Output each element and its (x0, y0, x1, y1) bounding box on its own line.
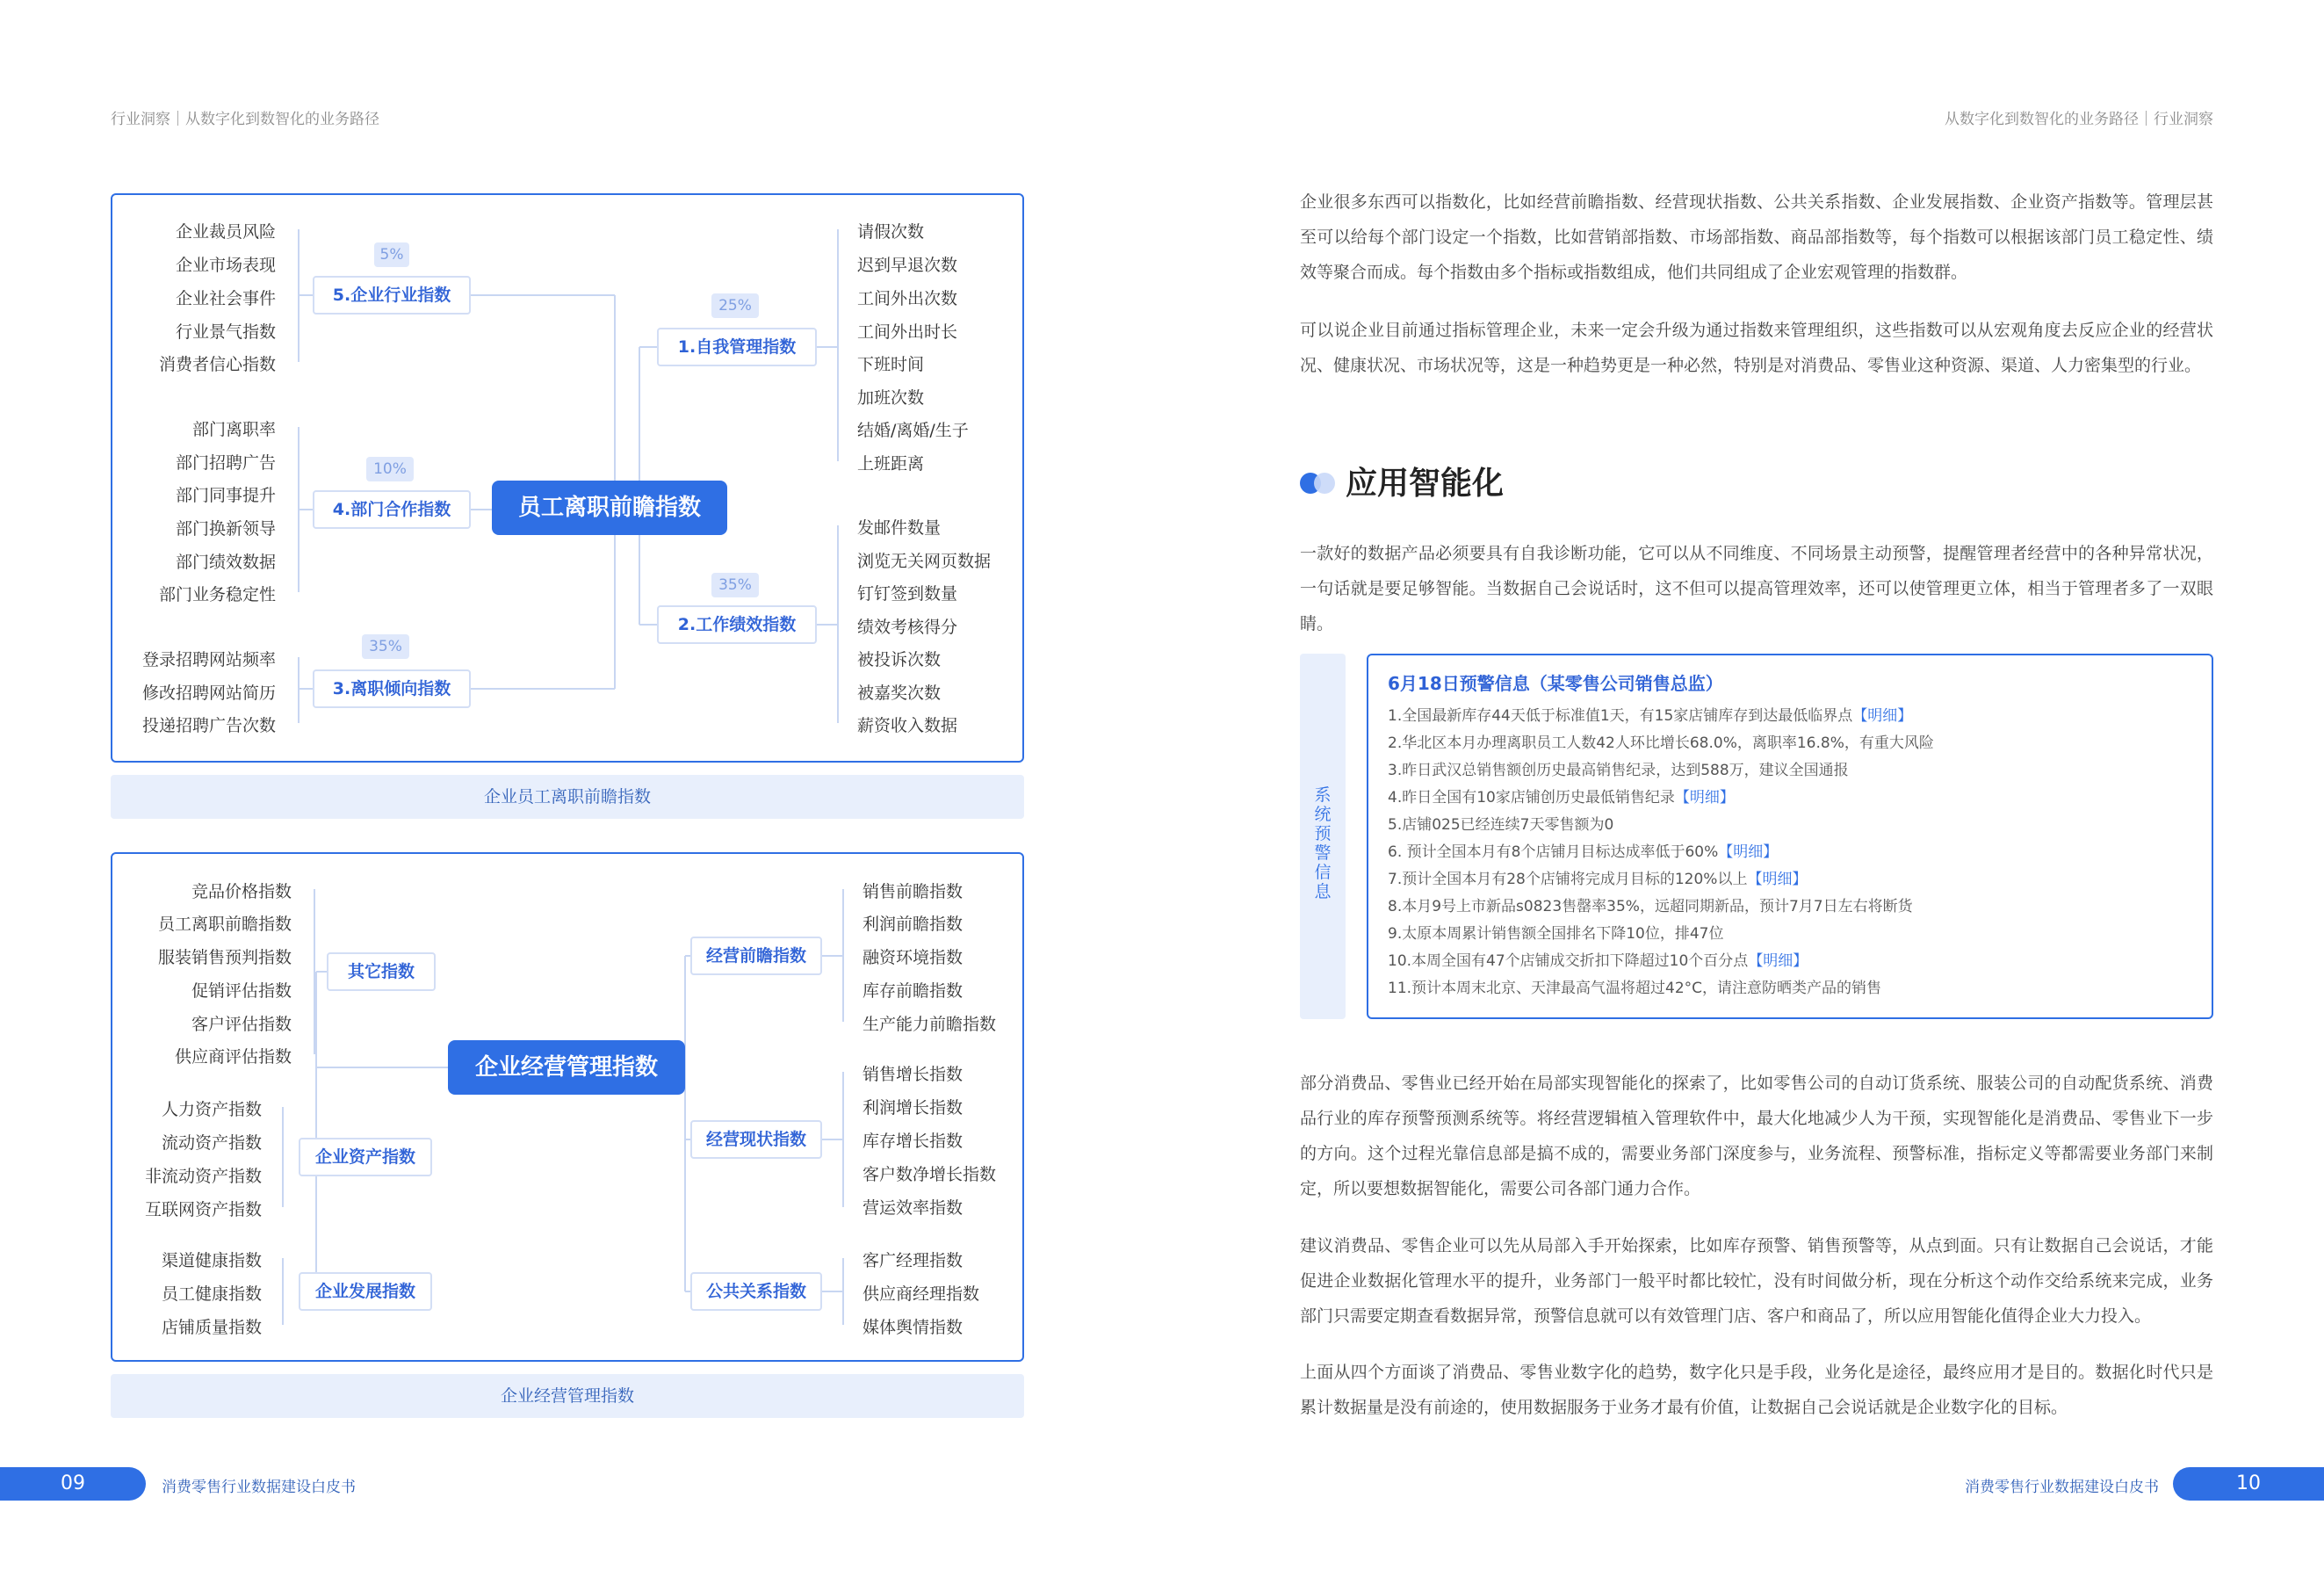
leaf-item: 服装销售预判指数 (157, 948, 292, 967)
section-bullet-icon (1300, 471, 1332, 494)
detail-link[interactable]: 【明细】 (1748, 952, 1808, 970)
node-business-outlook-index: 经营前瞻指数 (690, 937, 822, 975)
leaf-item: 渠道健康指数 (161, 1251, 262, 1270)
leaf-item: 行业景气指数 (175, 322, 276, 342)
weight-badge: 5% (374, 242, 409, 267)
leaf-item: 迟到早退次数 (857, 256, 958, 275)
leaf-item: 被投诉次数 (857, 650, 942, 669)
leaf-item: 部门换新领导 (175, 519, 276, 539)
alert-item (1388, 948, 1934, 975)
alert-title: 6月18日预警信息（某零售公司销售总监） (1388, 673, 1723, 694)
leaf-item: 客户评估指数 (191, 1015, 292, 1034)
leaf-item: 企业社会事件 (175, 289, 276, 308)
alert-item (1388, 921, 1934, 948)
leaf-item: 部门招聘广告 (175, 453, 276, 473)
node-performance-index: 2.工作绩效指数 (657, 605, 817, 644)
alert-item (1388, 975, 1934, 1002)
weight-badge: 25% (711, 293, 759, 318)
leaf-item: 登录招聘网站频率 (141, 650, 276, 669)
alert-text: 11.预计本周末北京、天津最高气温将超过42°C，请注意防晒类产品的销售 (1388, 980, 1882, 997)
alert-panel (1367, 654, 2213, 1019)
node-business-status-index: 经营现状指数 (690, 1120, 822, 1159)
node-department-index: 4.部门合作指数 (313, 490, 471, 529)
detail-link[interactable]: 【明细】 (1747, 871, 1808, 888)
section-title: 应用智能化 (1346, 466, 1505, 502)
leaf-item: 库存前瞻指数 (862, 981, 964, 1001)
leaf-item: 工间外出时长 (857, 322, 958, 342)
node-asset-index: 企业资产指数 (299, 1138, 432, 1176)
leaf-item: 员工健康指数 (161, 1284, 262, 1304)
alert-text: 1.全国最新库存44天低于标准值1天，有15家店铺库存到达最低临界点 (1388, 707, 1853, 725)
alert-item (1388, 703, 1934, 730)
alert-text: 5.店铺025已经连续7天零售额为0 (1388, 816, 1614, 834)
leaf-item: 消费者信心指数 (158, 355, 276, 374)
leaf-item: 媒体舆情指数 (862, 1318, 964, 1337)
leaf-item: 利润增长指数 (862, 1098, 964, 1118)
alert-text: 9.太原本周累计销售额全国排名下降10位，排47位 (1388, 925, 1724, 943)
leaf-item: 员工离职前瞻指数 (157, 915, 292, 934)
alert-text: 2.华北区本月办理离职员工人数42人环比增长68.0%，离职率16.8%，有重大风险 (1388, 734, 1934, 752)
node-resign-tendency-index: 3.离职倾向指数 (313, 669, 471, 708)
right-page-number: 10 (2173, 1467, 2324, 1501)
leaf-item: 利润前瞻指数 (862, 915, 964, 934)
paragraph-6: 上面从四个方面谈了消费品、零售业数字化的趋势，数字化只是手段，业务化是途径，最终应用才是目的。数据化时代只是累计数据量是没有前途的，使用数据服务于业务才最有价值，让数据自己会说话就是企业数字化的目标。 (1300, 1363, 2213, 1417)
mindmap1-caption: 企业员工离职前瞻指数 (111, 775, 1024, 819)
alert-item (1388, 866, 1934, 893)
leaf-item: 人力资产指数 (161, 1100, 262, 1119)
paragraph-1: 企业很多东西可以指数化，比如经营前瞻指数、经营现状指数、公共关系指数、企业发展指数、企业资产指数等。管理层甚至可以给每个部门设定一个指数，比如营销部指数、市场部指数、商品部指数等，每个指数可以根据该部门员工稳定性、绩效等聚合而成。每个指数由多个指标或指数组成，他们共同组成了企业宏观管理的指数群。 (1300, 192, 2213, 282)
leaf-item: 下班时间 (857, 355, 925, 374)
leaf-item: 钉钉签到数量 (857, 584, 958, 604)
leaf-item: 部门业务稳定性 (158, 585, 276, 604)
alert-side-label (1300, 654, 1346, 1019)
detail-link[interactable]: 【明细】 (1718, 843, 1779, 861)
alert-text: 7.预计全国本月有28个店铺将完成月目标的120%以上 (1388, 871, 1748, 888)
leaf-item: 加班次数 (857, 388, 925, 408)
leaf-item: 客广经理指数 (862, 1251, 964, 1270)
leaf-item: 库存增长指数 (862, 1132, 964, 1151)
alert-text: 10.本周全国有47个店铺成交折扣下降超过10个百分点 (1388, 952, 1749, 970)
leaf-item: 修改招聘网站简历 (141, 684, 276, 703)
alert-item (1388, 812, 1934, 839)
detail-link[interactable]: 【明细】 (1852, 707, 1913, 725)
leaf-item: 发邮件数量 (857, 518, 942, 538)
paragraph-5: 建议消费品、零售企业可以先从局部入手开始探索，比如库存预警、销售预警等，从点到面。只有让数据自己会说话，才能促进企业数据化管理水平的提升，业务部门一般平时都比较忙，没有时间做分析，现在分析这个动作交给系统来完成，业务部门只需要定期查看数据异常，预警信息就可以有效管理门店、客户和商品了，所以应用智能化值得企业大力投入。 (1300, 1236, 2213, 1326)
detail-link[interactable]: 【明细】 (1674, 789, 1735, 807)
leaf-item: 互联网资产指数 (144, 1200, 262, 1219)
mindmap2-caption: 企业经营管理指数 (111, 1374, 1024, 1418)
paragraph-3: 一款好的数据产品必须要具有自我诊断功能，它可以从不同维度、不同场景主动预警，提醒管理者经营中的各种异常状况，一句话就是要足够智能。当数据自己会说话时，这不但可以提高管理效率，还可以使管理更立体，相当于管理者多了一双眼睛。 (1300, 544, 2213, 633)
leaf-item: 销售增长指数 (862, 1065, 964, 1084)
leaf-item: 投递招聘广告次数 (141, 716, 276, 735)
leaf-item: 部门离职率 (191, 420, 276, 439)
alert-text: 4.昨日全国有10家店铺创历史最低销售纪录 (1388, 789, 1675, 807)
alert-text: 8.本月9号上市新品s0823售罄率35%，远超同期新品，预计7月7日左右将断货 (1388, 898, 1913, 915)
paragraph-2: 可以说企业目前通过指标管理企业，未来一定会升级为通过指数来管理组织，这些指数可以从宏观角度去反应企业的经营状况、健康状况、市场状况等，这是一种趋势更是一种必然，特别是对消费品、零售业这种资源、渠道、人力密集型的行业。 (1300, 321, 2213, 375)
leaf-item: 店铺质量指数 (161, 1318, 262, 1337)
leaf-item: 销售前瞻指数 (862, 882, 964, 901)
weight-badge: 10% (366, 457, 414, 481)
leaf-item: 融资环境指数 (862, 948, 964, 967)
node-self-management-index: 1.自我管理指数 (657, 328, 817, 366)
leaf-item: 企业裁员风险 (175, 222, 276, 242)
alert-list (1388, 703, 1934, 1002)
alert-item (1388, 839, 1934, 866)
leaf-item: 营运效率指数 (862, 1198, 964, 1218)
leaf-item: 流动资产指数 (161, 1133, 262, 1153)
leaf-item: 生产能力前瞻指数 (862, 1015, 997, 1034)
alert-text: 3.昨日武汉总销售额创历史最高销售纪录，达到588万，建议全国通报 (1388, 762, 1849, 779)
leaf-item: 部门绩效数据 (175, 553, 276, 572)
paragraph-4: 部分消费品、零售业已经开始在局部实现智能化的探索了，比如零售公司的自动订货系统、服装公司的自动配货系统、消费品行业的库存预警预测系统等。将经营逻辑植入管理软件中，最大化地减少人为干预，实现智能化是消费品、零售业下一步的方向。这个过程光靠信息部是搞不成的，需要业务部门深度参与，业务流程、预警标准，指标定义等都需要业务部门来制定，所以要想数据智能化，需要公司各部门通力合作。 (1300, 1074, 2213, 1198)
weight-badge: 35% (362, 634, 409, 659)
leaf-item: 浏览无关网页数据 (857, 552, 992, 571)
leaf-item: 结婚/离婚/生子 (857, 421, 969, 440)
alert-item (1388, 785, 1934, 812)
alert-item (1388, 730, 1934, 757)
leaf-item: 绩效考核得分 (857, 618, 958, 637)
leaf-item: 部门同事提升 (175, 486, 276, 505)
node-development-index: 企业发展指数 (299, 1272, 432, 1311)
leaf-item: 非流动资产指数 (144, 1167, 262, 1186)
leaf-item: 被嘉奖次数 (857, 684, 942, 703)
leaf-item: 工间外出次数 (857, 289, 958, 308)
node-other-index: 其它指数 (327, 952, 436, 991)
left-page-number: 09 (0, 1467, 146, 1501)
alert-item (1388, 757, 1934, 785)
node-industry-index: 5.企业行业指数 (313, 276, 471, 315)
leaf-item: 促销评估指数 (191, 981, 292, 1001)
right-running-header: 从数字化到数智化的业务路径｜行业洞察 (1945, 111, 2213, 128)
mindmap1-center-node: 员工离职前瞻指数 (492, 481, 727, 535)
node-public-relations-index: 公共关系指数 (690, 1272, 822, 1311)
mindmap2-center-node: 企业经营管理指数 (448, 1040, 685, 1095)
leaf-item: 供应商经理指数 (862, 1284, 980, 1304)
leaf-item: 客户数净增长指数 (862, 1165, 997, 1184)
left-footer-title: 消费零售行业数据建设白皮书 (162, 1479, 356, 1496)
alert-text: 6. 预计全国本月有8个店铺月目标达成率低于60% (1388, 843, 1719, 861)
alert-item (1388, 893, 1934, 921)
leaf-item: 请假次数 (857, 222, 925, 242)
leaf-item: 上班距离 (857, 454, 925, 474)
alert-side-text: 系统预警信息 (1314, 785, 1332, 901)
leaf-item: 企业市场表现 (175, 256, 276, 275)
left-running-header: 行业洞察｜从数字化到数智化的业务路径 (111, 111, 379, 128)
right-footer-title: 消费零售行业数据建设白皮书 (1965, 1479, 2159, 1496)
leaf-item: 薪资收入数据 (857, 716, 958, 735)
weight-badge: 35% (711, 573, 759, 597)
leaf-item: 供应商评估指数 (174, 1047, 292, 1067)
leaf-item: 竞品价格指数 (191, 882, 292, 901)
